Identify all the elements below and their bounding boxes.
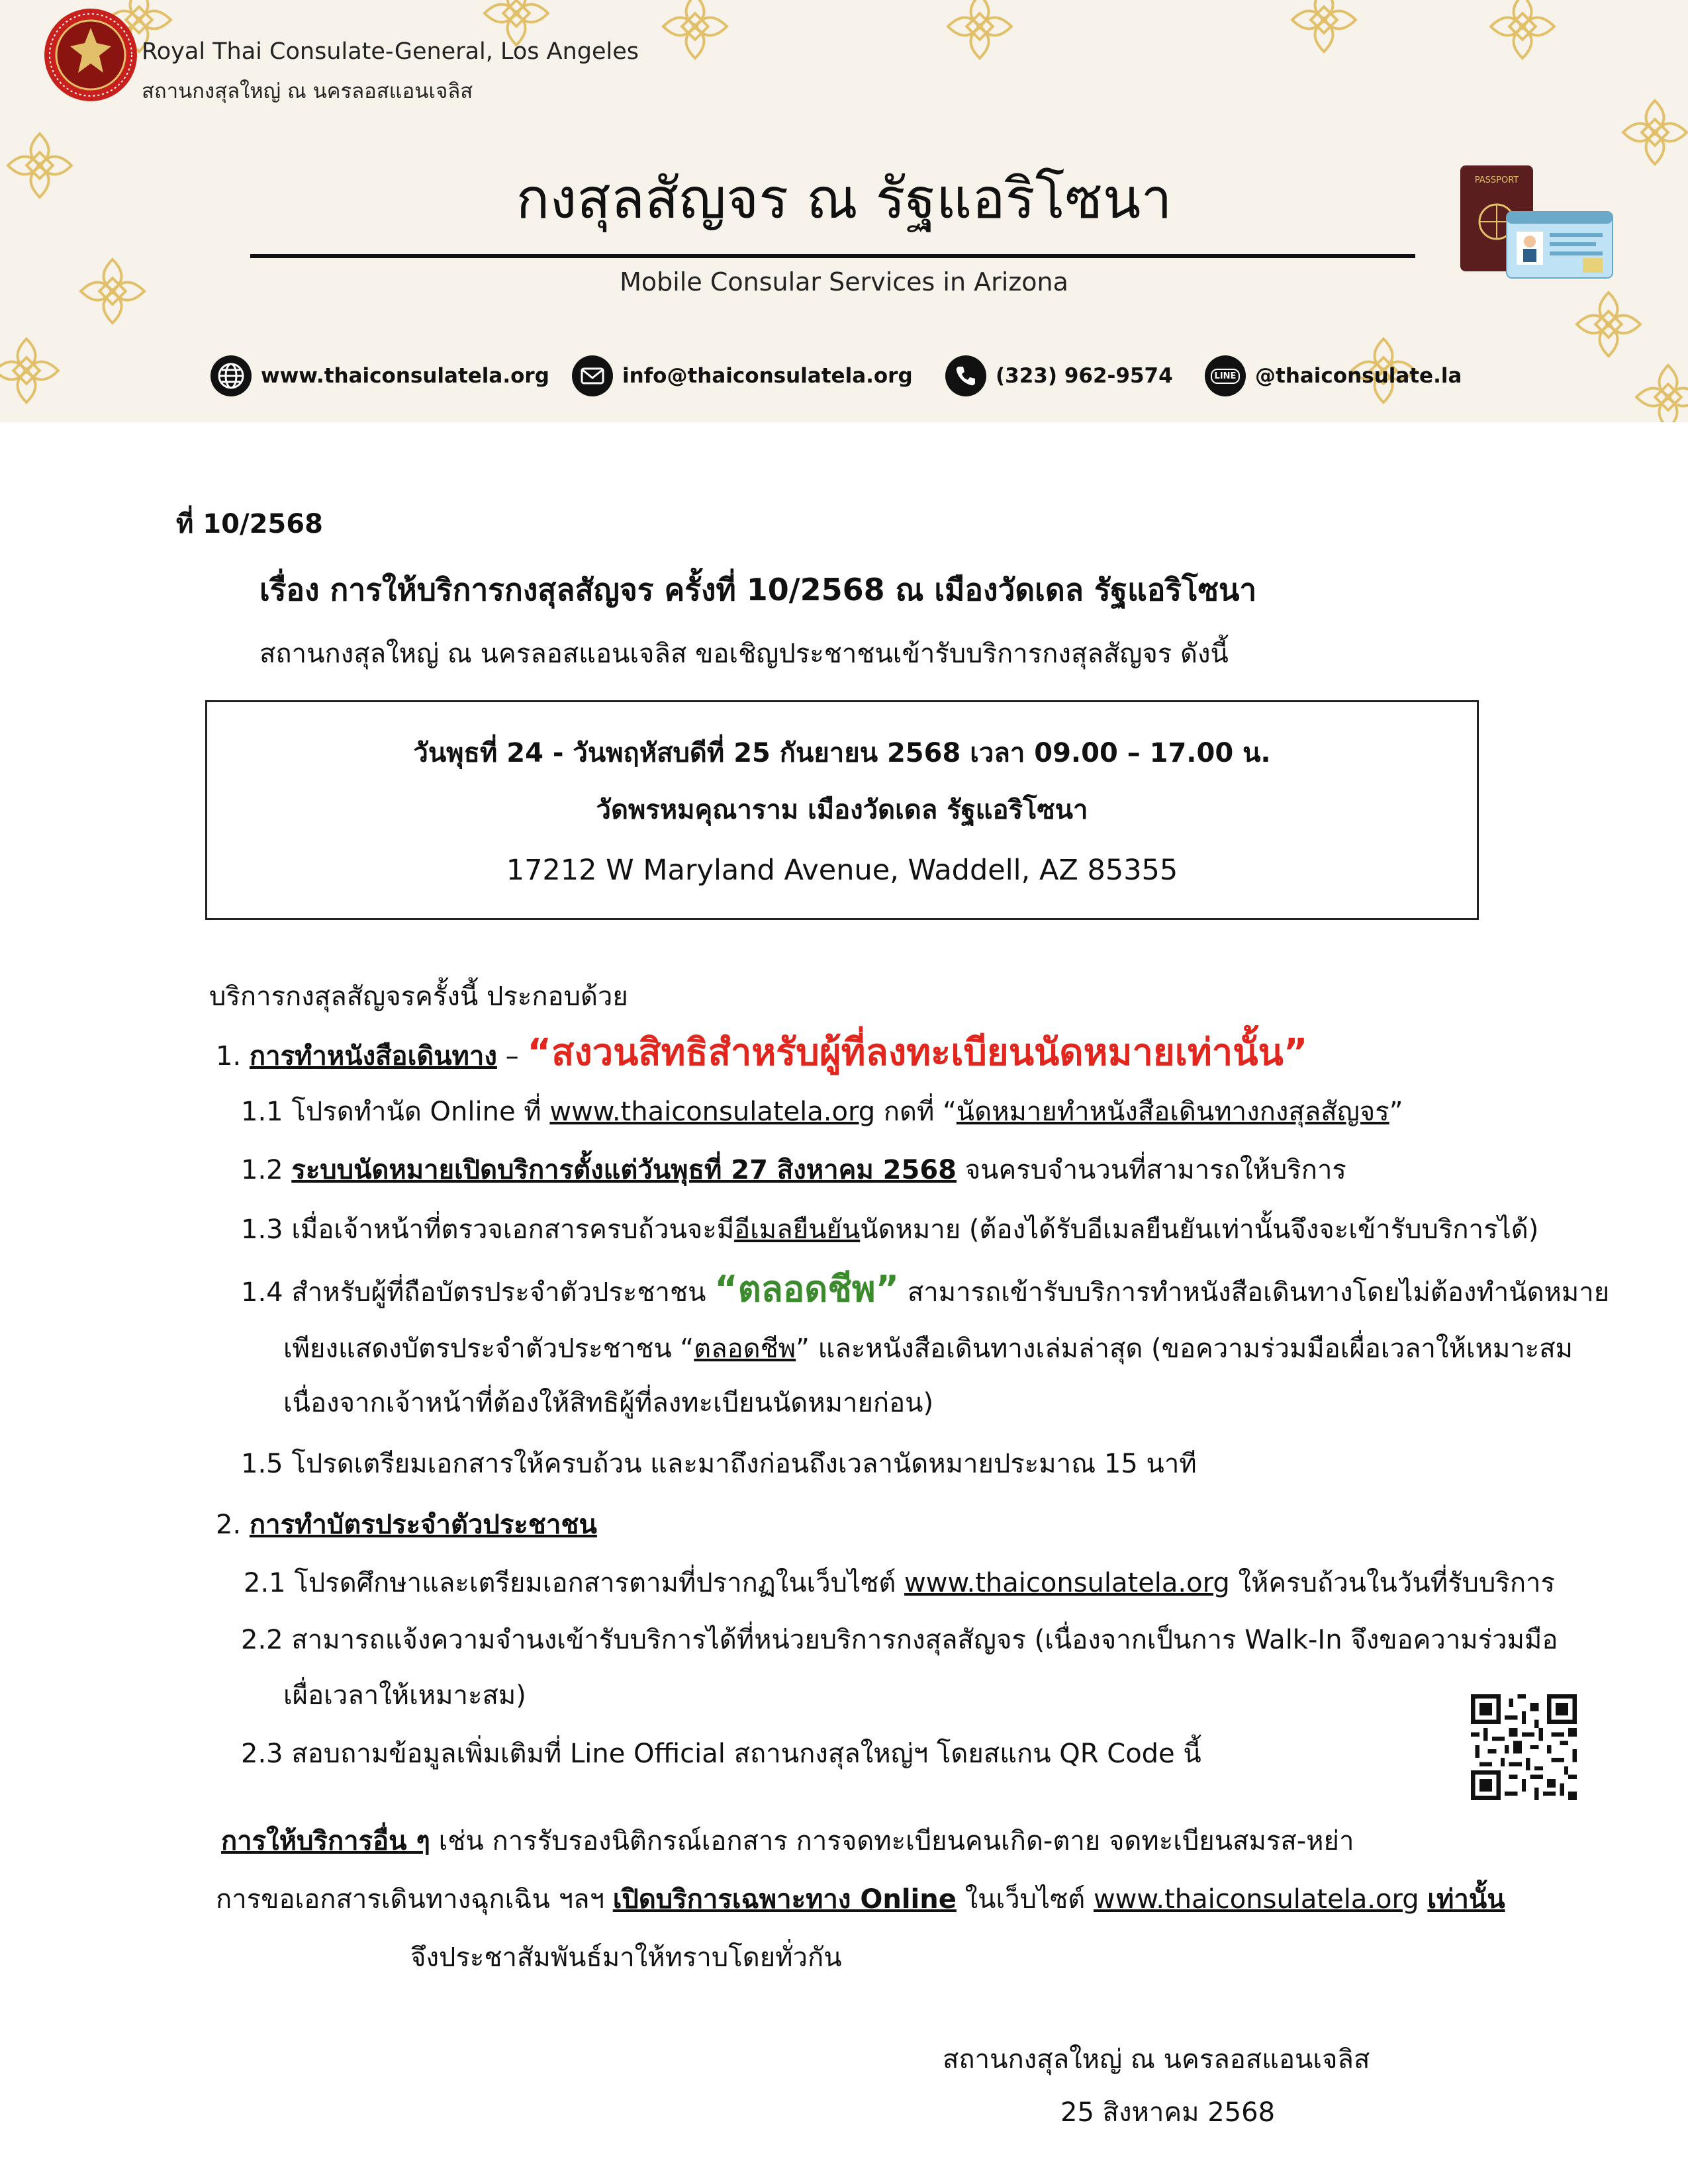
contact-email[interactable]: [572, 355, 913, 396]
website-link-2[interactable]: www.thaiconsulatela.org: [904, 1568, 1230, 1598]
event-address: 17212 W Maryland Avenue, Waddell, AZ 85355: [506, 854, 1178, 887]
service-2-title: การทำบัตรประจำตัวประชาชน: [249, 1510, 597, 1540]
item-1-4-line-3: เนื่องจากเจ้าหน้าที่ต้องให้สิทธิผู้ที่ลงทะเบียนนัดหมายก่อน): [283, 1388, 934, 1418]
doc-intro: สถานกงสุลใหญ่ ณ นครลอสแอนเจลิส ขอเชิญประชาชนเข้ารับบริการกงสุลสัญจร ดังนี้: [259, 639, 1229, 669]
item-1-1-text-3: ”: [1389, 1097, 1403, 1127]
passport-id-card-illustration: [1454, 159, 1619, 291]
service-2-number: 2.: [216, 1510, 250, 1540]
signature-org: สถานกงสุลใหญ่ ณ นครลอสแอนเจลิส: [943, 2044, 1370, 2075]
only-note: เท่านั้น: [1427, 1884, 1505, 1915]
item-1-2-text: จนครบจำนวนที่สามารถให้บริการ: [957, 1155, 1346, 1185]
item-1-5: 1.5 โปรดเตรียมเอกสารให้ครบถ้วน และมาถึงก่อนถึงเวลานัดหมายประมาณ 15 นาที: [241, 1449, 1197, 1479]
page-subtitle: Mobile Consular Services in Arizona: [620, 267, 1068, 296]
org-name-en: Royal Thai Consulate-General, Los Angeles: [142, 38, 639, 65]
services-intro: บริการกงสุลสัญจรครั้งนี้ ประกอบด้วย: [209, 981, 628, 1012]
item-2-2-line-2: เผื่อเวลาให้เหมาะสม): [283, 1680, 526, 1711]
item-1-3: [241, 1215, 1538, 1244]
service-1-heading: [216, 1032, 1308, 1073]
closing-statement: จึงประชาสัมพันธ์มาให้ทราบโดยทั่วกัน: [410, 1942, 842, 1973]
contact-email-text: info@thaiconsulatela.org: [622, 364, 913, 388]
appointment-link[interactable]: นัดหมายทำหนังสือเดินทางกงสุลสัญจร: [956, 1097, 1389, 1127]
other-services-text-2: การขอเอกสารเดินทางฉุกเฉิน ฯลฯ: [216, 1884, 613, 1915]
contact-website[interactable]: [211, 355, 549, 396]
website-link[interactable]: www.thaiconsulatela.org: [549, 1097, 876, 1127]
online-only-note: เปิดบริการเฉพาะทาง Online: [612, 1884, 957, 1915]
contact-phone-text: (323) 962-9574: [996, 364, 1173, 388]
item-2-1: [244, 1569, 1555, 1598]
item-1-2-booking-opens: ระบบนัดหมายเปิดบริการตั้งแต่วันพุธที่ 27 สิงหาคม 2568: [291, 1155, 957, 1185]
other-services-text: เช่น การรับรองนิติกรณ์เอกสาร การจดทะเบียนคนเกิด-ตาย จดทะเบียนสมรส-หย่า: [430, 1826, 1354, 1856]
title-divider: [250, 254, 1415, 258]
item-1-2: [241, 1156, 1346, 1185]
item-2-3: 2.3 สอบถามข้อมูลเพิ่มเติมที่ Line Official สถานกงสุลใหญ่ฯ โดยสแกน QR Code นี้: [241, 1739, 1201, 1769]
event-date: วันพุธที่ 24 - วันพฤหัสบดีที่ 25 กันยายน 2568 เวลา 09.00 – 17.00 น.: [413, 738, 1271, 768]
item-2-2: 2.2 สามารถแจ้งความจำนงเข้ารับบริการได้ที่หน่วยบริการกงสุลสัญจร (เนื่องจากเป็นการ Walk-In จึงขอความร่วมมือ: [241, 1625, 1558, 1655]
other-services-line-2: [216, 1885, 1505, 1914]
line-icon: [1205, 355, 1246, 396]
item-1-4-line-2: [283, 1334, 1573, 1363]
item-1-3-text: 1.3 เมื่อเจ้าหน้าที่ตรวจเอกสารครบถ้วนจะมี: [241, 1214, 735, 1245]
service-2-heading: [216, 1510, 597, 1539]
service-1-title: การทำหนังสือเดินทาง: [249, 1041, 497, 1071]
website-link-3[interactable]: www.thaiconsulatela.org: [1093, 1884, 1419, 1915]
org-name-th: สถานกงสุลใหญ่ ณ นครลอสแอนเจลิส: [142, 79, 473, 103]
item-1-1-text: 1.1 โปรดทำนัด Online ที่: [241, 1097, 550, 1127]
service-1-number: 1.: [216, 1041, 250, 1071]
header-banner: [0, 0, 1688, 422]
item-1-2-number: 1.2: [241, 1155, 292, 1185]
item-1-4-lifetime-highlight: “ตลอดชีพ”: [714, 1268, 900, 1310]
mail-icon: [572, 355, 613, 396]
line-icon-badge: LINE: [1211, 369, 1241, 384]
item-1-4-line-2-text-2: ” และหนังสือเดินทางเล่มล่าสุด (ขอความร่วมมือเผื่อเวลาให้เหมาะสม: [796, 1334, 1573, 1364]
item-1-4: [241, 1269, 1609, 1308]
item-1-1-text-2: กดที่ “: [875, 1097, 957, 1127]
consulate-seal-logo: [42, 7, 139, 103]
globe-icon: [211, 355, 252, 396]
page-title: กงสุลสัญจร ณ รัฐแอริโซนา: [516, 166, 1172, 231]
service-1-dash: –: [496, 1041, 528, 1071]
item-1-4-text-2: สามารถเข้ารับบริการทำหนังสือเดินทางโดยไม่ต้องทำนัดหมาย: [899, 1277, 1610, 1308]
item-1-3-text-2: นัดหมาย (ต้องได้รับอีเมลยืนยันเท่านั้นจึงจะเข้ารับบริการได้): [860, 1214, 1539, 1245]
other-services-line-1: [221, 1827, 1354, 1856]
contact-line-text: @thaiconsulate.la: [1255, 364, 1462, 388]
event-venue: วัดพรหมคุณาราม เมืองวัดเดล รัฐแอริโซนา: [596, 795, 1088, 825]
signature-date: 25 สิงหาคม 2568: [1060, 2097, 1276, 2128]
item-2-1-text: 2.1 โปรดศึกษาและเตรียมเอกสารตามที่ปรากฏในเว็บไซต์: [244, 1568, 905, 1598]
other-services-title: การให้บริการอื่น ๆ: [221, 1826, 430, 1856]
contact-phone[interactable]: [945, 355, 1173, 396]
line-qr-code[interactable]: [1471, 1694, 1577, 1800]
other-services-text-3: ในเว็บไซต์: [956, 1884, 1094, 1915]
item-1-4-line-2-text: เพียงแสดงบัตรประจำตัวประชาชน “: [283, 1334, 694, 1364]
contact-line[interactable]: [1205, 355, 1462, 396]
service-1-highlight: “สงวนสิทธิสำหรับผู้ที่ลงทะเบียนนัดหมายเท่านั้น”: [527, 1031, 1308, 1074]
item-1-4-lifetime-underlined: ตลอดชีพ: [694, 1334, 796, 1364]
contact-website-text: www.thaiconsulatela.org: [261, 364, 549, 388]
phone-icon: [945, 355, 986, 396]
doc-number: ที่ 10/2568: [176, 509, 323, 539]
passport-cover-label: PASSPORT: [1474, 175, 1519, 185]
item-1-4-text: 1.4 สำหรับผู้ที่ถือบัตรประจำตัวประชาชน: [241, 1277, 715, 1308]
item-1-3-email-confirm: อีเมลยืนยัน: [734, 1214, 861, 1245]
item-1-1: [241, 1097, 1403, 1126]
item-2-1-text-2: ให้ครบถ้วนในวันที่รับบริการ: [1229, 1568, 1555, 1598]
doc-subject: เรื่อง การให้บริการกงสุลสัญจร ครั้งที่ 10/2568 ณ เมืองวัดเดล รัฐแอริโซนา: [259, 572, 1257, 608]
